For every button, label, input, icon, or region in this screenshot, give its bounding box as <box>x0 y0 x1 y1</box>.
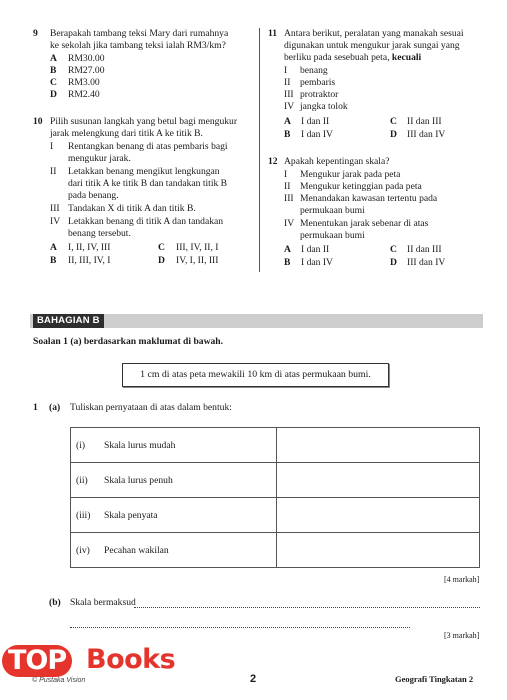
column-divider <box>259 28 260 272</box>
option-text: III, IV, II, I <box>176 242 219 253</box>
row-number: (ii) <box>76 474 88 486</box>
item-roman: III <box>284 89 294 100</box>
answer-cell[interactable] <box>277 463 480 498</box>
step-text: pada benang. <box>68 190 119 201</box>
question-number: 1 <box>33 402 38 413</box>
item-roman: I <box>284 65 288 76</box>
question-text: Apakah kepentingan skala? <box>284 156 390 167</box>
option-letter: C <box>158 242 165 253</box>
answer-table <box>70 427 480 568</box>
table-row <box>71 498 480 533</box>
option-text: RM30.00 <box>68 53 105 64</box>
step-text: dari titik A ke titik B dan tandakan titik B <box>68 178 228 189</box>
option-text: RM27.00 <box>68 65 105 76</box>
step-text: benang tersebut. <box>68 228 131 239</box>
option-text: I dan II <box>301 244 330 255</box>
answer-line[interactable] <box>70 627 410 628</box>
section-banner <box>30 314 483 328</box>
page-number: 2 <box>250 673 257 685</box>
table-row <box>71 463 480 498</box>
option-letter: C <box>50 77 57 88</box>
item-text: permukaan bumi <box>300 230 365 241</box>
part-text: Tuliskan pernyataan di atas dalam bentuk: <box>70 402 232 413</box>
question-text: Berapakah tambang teksi Mary dari rumahnya <box>50 28 229 39</box>
option-letter: C <box>390 116 397 127</box>
question-text: Antara berikut, peralatan yang manakah sesuai <box>284 28 464 39</box>
row-label: Skala lurus mudah <box>104 439 176 451</box>
option-text: III dan IV <box>407 129 446 140</box>
item-text: Menandakan kawasan tertentu pada <box>300 193 438 204</box>
table-row <box>71 533 480 568</box>
step-text: Rentangkan benang di atas pembaris bagi <box>68 141 228 152</box>
option-text: RM3.00 <box>68 77 100 88</box>
question-text: jarak melengkung dari titik A ke titik B. <box>50 128 203 139</box>
option-text: I dan IV <box>301 257 333 268</box>
table-row <box>71 428 480 463</box>
option-letter: A <box>50 53 57 64</box>
row-label: Pecahan wakilan <box>104 544 169 556</box>
option-letter: D <box>390 129 397 140</box>
option-text: I dan II <box>301 116 330 127</box>
copyright: © Pustaka Vision <box>32 677 86 684</box>
option-text: II dan III <box>407 116 442 127</box>
option-letter: B <box>50 65 57 76</box>
item-roman: II <box>284 181 291 192</box>
question-number: 9 <box>33 28 38 39</box>
answer-cell[interactable] <box>277 498 480 533</box>
item-text: Mengukur ketinggian pada peta <box>300 181 422 192</box>
question-text: ke sekolah jika tambang teksi ialah RM3/km? <box>50 40 226 51</box>
step-roman: III <box>50 203 60 214</box>
option-letter: B <box>50 255 57 266</box>
section-title: BAHAGIAN B <box>33 314 104 328</box>
row-label-cell <box>71 428 277 463</box>
item-text: benang <box>300 65 328 76</box>
option-text: I dan IV <box>301 129 333 140</box>
question-number: 12 <box>268 156 278 167</box>
option-text: III dan IV <box>407 257 446 268</box>
step-text: Letakkan benang mengikut lengkungan <box>68 166 220 177</box>
option-letter: D <box>390 257 397 268</box>
marks-label: [4 markah] <box>444 575 480 584</box>
item-text: Mengukur jarak pada peta <box>300 169 401 180</box>
answer-cell[interactable] <box>277 533 480 568</box>
subject-label: Geografi Tingkatan 2 <box>395 674 474 684</box>
item-text: permukaan bumi <box>300 205 365 216</box>
item-roman: I <box>284 169 288 180</box>
option-letter: C <box>390 244 397 255</box>
item-text: jangka tolok <box>300 101 348 112</box>
part-label: (a) <box>49 402 61 413</box>
row-label-cell <box>71 463 277 498</box>
row-number: (iv) <box>76 544 90 556</box>
option-letter: D <box>50 89 57 100</box>
part-label: (b) <box>49 597 61 608</box>
option-letter: B <box>284 129 291 140</box>
marks-label: [3 markah] <box>444 631 480 640</box>
step-text: Letakkan benang di titik A dan tandakan <box>68 216 224 227</box>
question-text: digunakan untuk mengukur jarak sungai yang <box>284 40 460 51</box>
item-roman: IV <box>284 101 295 112</box>
question-number: 10 <box>33 116 43 127</box>
step-text: mengukur jarak. <box>68 153 131 164</box>
option-text: II dan III <box>407 244 442 255</box>
row-label: Skala lurus penuh <box>104 474 173 486</box>
option-text: I, II, IV, III <box>68 242 111 253</box>
item-roman: II <box>284 77 291 88</box>
part-text: Skala bermaksud <box>70 597 136 608</box>
step-roman: IV <box>50 216 61 227</box>
item-text: protraktor <box>300 89 339 100</box>
option-letter: D <box>158 255 165 266</box>
question-text: berliku pada sesebuah peta, <box>284 52 390 63</box>
option-letter: A <box>284 116 291 127</box>
step-text: Tandakan X di titik A dan titik B. <box>68 203 196 214</box>
option-letter: A <box>50 242 57 253</box>
answer-line[interactable] <box>134 607 480 608</box>
row-label-cell <box>71 498 277 533</box>
item-roman: III <box>284 193 294 204</box>
row-label-cell <box>71 533 277 568</box>
logo-books: Books <box>86 644 176 675</box>
answer-cell[interactable] <box>277 428 480 463</box>
option-text: RM2.40 <box>68 89 100 100</box>
step-roman: II <box>50 166 57 177</box>
question-text: Pilih susunan langkah yang betul bagi mengukur <box>50 116 238 127</box>
section-intro: Soalan 1 (a) berdasarkan maklumat di bawah. <box>33 336 224 347</box>
option-letter: A <box>284 244 291 255</box>
option-letter: B <box>284 257 291 268</box>
option-text: IV, I, II, III <box>176 255 219 266</box>
question-emphasis: kecuali <box>391 52 422 63</box>
row-label: Skala penyata <box>104 509 158 521</box>
row-number: (iii) <box>76 509 91 521</box>
scale-statement-box: 1 cm di atas peta mewakili 10 km di atas permukaan bumi. <box>122 363 389 387</box>
item-text: pembaris <box>300 77 336 88</box>
item-text: Menentukan jarak sebenar di atas <box>300 218 429 229</box>
step-roman: I <box>50 141 54 152</box>
row-number: (i) <box>76 439 86 451</box>
item-roman: IV <box>284 218 295 229</box>
logo-top: TOP <box>2 645 72 677</box>
option-text: II, III, IV, I <box>68 255 111 266</box>
question-number: 11 <box>268 28 278 39</box>
